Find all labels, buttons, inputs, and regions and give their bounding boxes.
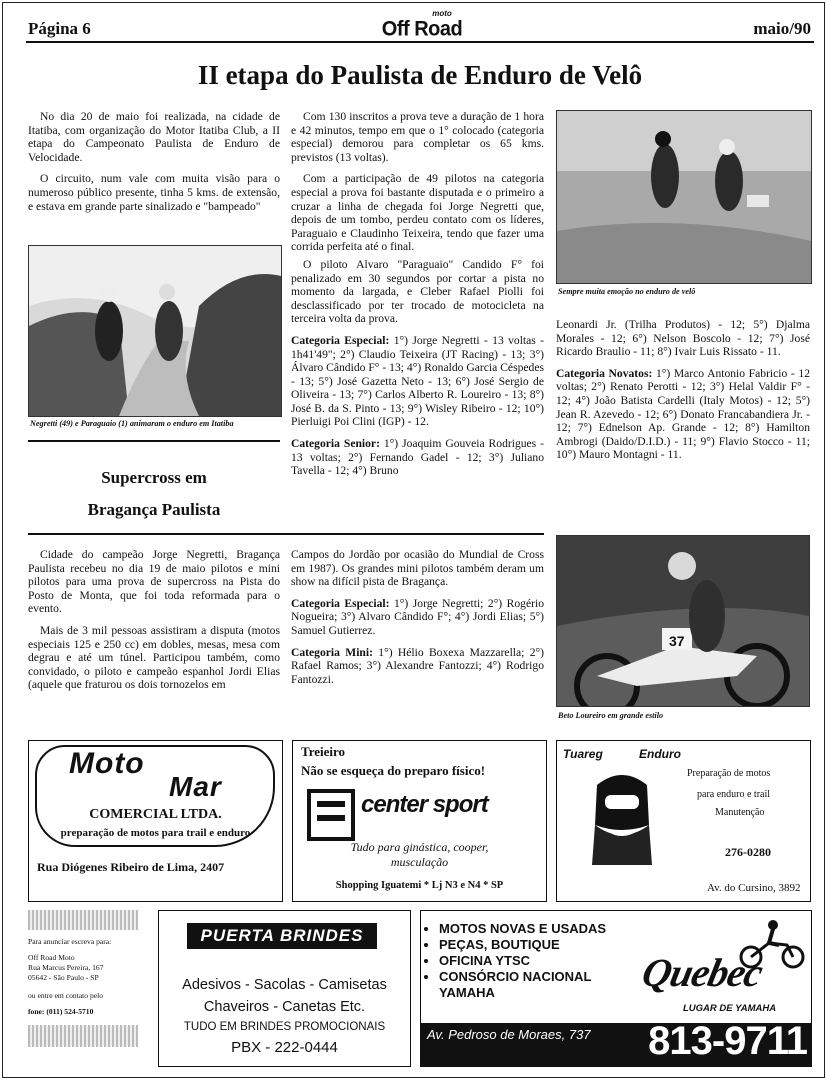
ad-contact-texture <box>28 1025 138 1047</box>
article-col2 <box>291 110 544 486</box>
ad-tuareg-address: Av. do Cursino, 3892 <box>707 882 801 894</box>
ad-center-brand: center sport <box>361 791 488 818</box>
section-rule <box>28 533 544 535</box>
ad-center-sport <box>292 740 547 902</box>
ad-quebec-item: • OFICINA YTSC <box>439 953 649 969</box>
article-paragraph: Mais de 3 mil pessoas assistiram a disputa (motos especiais 125 e 250 cc) em dobles, mesas, mesa com degrau e até um túnel. Participou também, como convidado, o piloto e campeão espanhol Jordi Elias (aquele que fraturou os dois tornozelos em <box>28 623 280 692</box>
tuareg-rider-icon <box>587 765 657 865</box>
supercross-col2 <box>291 548 544 694</box>
ad-tuareg-phone: 276-0280 <box>725 845 771 859</box>
photo-beto-loureiro <box>556 535 810 707</box>
ad-contact-line5: ou entre em contato pelo <box>28 991 104 1000</box>
ad-puerta-line1: Adesivos - Sacolas - Camisetas <box>182 977 387 993</box>
ad-contact <box>28 910 143 1065</box>
ad-puerta-brindes <box>158 910 411 1067</box>
ad-quebec-item: • CONSÓRCIO NACIONAL YAMAHA <box>439 969 649 1001</box>
results-text: 1°) Jorge Negretti; 2°) Rogério Nogueira; 3°) Alvaro Cândido F°; 4°) Jordi Elias; 5°) Samuel Gutierrez. <box>291 596 544 637</box>
results-text: 1°) Jorge Negretti - 13 voltas - 1h41'49"; 2°) Claudio Teixeira (JT Racing) - 13; 3°) Álvaro Cândido F° - 13; 4°) Ronaldo Garcia Céspedes - 13; 5°) José Gazetta Neto - 13; 6°) José Sergio de Oliveira - 13; 7°) Carlos Alberto R. Loureiro - 13; 8°) José B. da S. Pinto - 13; 9°) Wisley Ribeiro - 12; 10°) Pierluigi Poi Clini (IGP) - 12. <box>291 333 544 429</box>
supercross-title-line2: Bragança Paulista <box>87 500 221 519</box>
ad-tuareg-brand1: Tuareg <box>563 747 603 761</box>
masthead-logo-top: moto <box>432 9 452 18</box>
ad-puerta-line3: TUDO EM BRINDES PROMOCIONAIS <box>183 1021 386 1033</box>
article-col3 <box>556 318 810 470</box>
results-label: Categoria Mini: <box>291 645 373 659</box>
ad-quebec-tagline: LUGAR DE YAMAHA <box>683 1003 777 1014</box>
photo-enduro-velo <box>556 110 812 284</box>
article-paragraph: O piloto Alvaro "Paraguaio" Candido F° foi penalizado em 30 segundos por cortar a pista no momento da largada, e Cleber Rafael Piolli foi desclassificado por ter trocado de motocicleta na terceira volta da prova. <box>291 257 544 326</box>
issue-date: maio/90 <box>753 19 811 38</box>
ad-tuareg-line3: Manutenção <box>715 807 765 818</box>
photo-caption: Sempre muita emoção no enduro de velô <box>558 287 696 296</box>
masthead-logo-text: Off Road <box>381 17 463 41</box>
article-paragraph: Cidade do campeão Jorge Negretti, Bragança Paulista recebeu no dia 19 de maio pilotos e mini pilotos para uma prova de supercross na Pista do Posto de Monta, que foi toda reformada para o evento. <box>28 548 280 616</box>
article-paragraph: Leonardi Jr. (Trilha Produtos) - 12; 5°) Djalma Morales - 12; 6°) Nelson Boscolo - 12; 7°) José Ricardo Braulio - 11; 8°) Ivair Luis Rissato - 11. <box>556 318 810 359</box>
ad-tuareg <box>556 740 811 902</box>
ad-quebec-footer <box>421 1019 811 1066</box>
ad-motomar-brand2: Mar <box>169 771 222 802</box>
number-plate: 37 <box>669 633 685 649</box>
ad-quebec <box>420 910 812 1067</box>
results-label: Categoria Especial: <box>291 596 390 610</box>
ad-quebec-brand: Quebec <box>638 950 767 995</box>
page-number: Página 6 <box>28 19 91 38</box>
photo-caption: Beto Loureiro em grande estilo <box>558 711 664 720</box>
ad-puerta-brand: PUERTA BRINDES <box>187 923 377 949</box>
results-text: 1°) Hélio Boxexa Mazzarella; 2°) Rafael Ramos; 3°) Alexandre Fantozzi; 4°) Rodrigo Fantozzi. <box>291 645 544 686</box>
supercross-col1 <box>28 548 280 700</box>
results-label: Categoria Novatos: <box>556 366 653 380</box>
photo-caption: Negretti (49) e Paraguaio (1) animaram o enduro em Itatiba <box>30 419 234 428</box>
ad-motomar-tagline: preparação de motos para trail e enduro <box>60 827 251 839</box>
article-paragraph: Campos do Jordão por ocasião do Mundial de Cross em 1987). Os grandes mini pilotos também deram um show na difícil pista de Bragança. <box>291 548 544 589</box>
article-paragraph: No dia 20 de maio foi realizada, na cidade de Itatiba, com organização do Motor Itatiba Club, a II etapa do Campeonato Paulista de Enduro de Velocidade. <box>28 110 280 164</box>
ad-tuareg-brand2: Enduro <box>639 747 681 761</box>
article-paragraph: O circuito, num vale com muita visão para o numeroso público presente, tinha 5 kms. de extensão, e estava em grande parte sinalizado e "bampeado" <box>28 172 280 213</box>
ad-tuareg-line2: para enduro e trail <box>697 789 771 800</box>
results-label: Categoria Senior: <box>291 437 380 451</box>
results-text: 1°) Joaquim Gouveia Rodrigues - 13 voltas; 2°) Fernando Gadel - 12; 3°) Juliano Tavella - 12; 4°) Bruno <box>291 437 544 478</box>
ad-contact-line3: Rua Marcus Pereira, 167 <box>28 963 104 972</box>
ad-contact-line6: fone: (011) 524-5710 <box>28 1007 94 1016</box>
headline: II etapa do Paulista de Enduro de Velô <box>197 60 643 90</box>
ad-center-address: Shopping Iguatemi * Lj N3 e N4 * SP <box>335 880 504 891</box>
ad-center-desc2: musculação <box>390 855 449 869</box>
article-col1 <box>28 110 280 221</box>
ad-quebec-phone: 813-9711 <box>648 1019 807 1063</box>
photo-enduro-velo-image <box>557 111 811 283</box>
ad-motomar-company: COMERCIAL LTDA. <box>89 807 222 822</box>
ad-puerta-line2: Chaveiros - Canetas Etc. <box>203 999 366 1015</box>
ad-motomar-brand1: Moto <box>69 747 145 780</box>
supercross-title-line1: Supercross em <box>101 468 207 487</box>
ad-contact-line4: 05642 - São Paulo - SP <box>28 973 99 982</box>
section-rule <box>28 440 280 442</box>
results-label: Categoria Especial: <box>291 333 390 347</box>
ad-contact-line1: Para anunciar escreva para: <box>28 937 112 946</box>
ad-quebec-item: • MOTOS NOVAS E USADAS <box>439 921 649 937</box>
ad-quebec-item: • PEÇAS, BOUTIQUE <box>439 937 649 953</box>
ad-quebec-address: Av. Pedroso de Moraes, 737 <box>427 1027 591 1042</box>
photo-negretti-paraguaio <box>28 245 282 417</box>
ad-puerta-phone: PBX - 222-0444 <box>231 1039 338 1056</box>
ad-center-desc1: Tudo para ginástica, cooper, <box>350 840 489 854</box>
ad-center-slogan: Não se esqueça do preparo físico! <box>301 763 486 778</box>
header-rule <box>26 41 814 43</box>
article-paragraph: Com a participação de 49 pilotos na categoria especial a prova foi bastante disputada e o primeiro a cruzar a linha de chegada foi Jorge Negretti que, depois de um tombo, perdeu contato com os líderes, Paraguaio e Claudinho Teixeira, tendo que fazer uma corrida perfeita até o final. <box>291 172 544 254</box>
results-text: 1°) Marco Antonio Fabricio - 12 voltas; 2°) Renato Perotti - 12; 3°) Helal Valdir F° - 12; 4°) João Batista Cardelli (Italy Motos) - 12; 5°) Jean R. Azevedo - 12; 6°) Donato Francabandiera Jr. - 12; 7°) Ednelson Ap. Grande - 12; 8°) Hamilton Ambrogi (Daido/D.I.D.) - 11; 9°) Flavio Stocco - 11; 10°) Mauro Montagni - 11. <box>556 366 810 462</box>
ad-motomar <box>28 740 283 902</box>
ad-contact-texture <box>28 910 138 930</box>
masthead-logo <box>372 10 472 40</box>
photo-negretti-paraguaio-image <box>29 246 281 416</box>
ad-center-heading: Treieiro <box>301 744 346 759</box>
ad-motomar-address: Rua Diógenes Ribeiro de Lima, 2407 <box>37 860 225 874</box>
ad-tuareg-line1: Preparação de motos <box>687 768 771 779</box>
ad-quebec-list <box>425 921 649 1001</box>
article-paragraph: Com 130 inscritos a prova teve a duração de 1 hora e 42 minutos, tempo em que o 1° colocado (categoria especial) demorou para completar os 65 kms. previstos (13 voltas). <box>291 110 544 164</box>
ad-center-logo-icon <box>307 789 355 841</box>
ad-contact-line2: Off Road Moto <box>28 953 75 962</box>
photo-beto-loureiro-image <box>557 536 809 706</box>
